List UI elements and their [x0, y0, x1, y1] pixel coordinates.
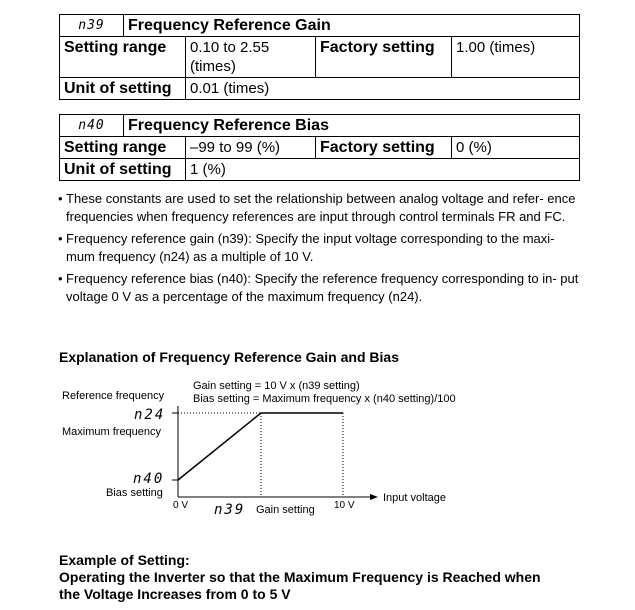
zero-volt-label: 0 V	[173, 500, 189, 511]
example-heading	[59, 552, 541, 603]
max-frequency-code: n24	[134, 407, 166, 423]
bullet-item: • Frequency reference gain (n39): Specify the input voltage corresponding to the maxi- mum frequency (n24) as a multiple of 10 V.	[58, 230, 582, 266]
bias-code: n40	[133, 471, 165, 487]
unit-of-setting-label: Unit of setting	[60, 159, 186, 181]
description-bullets	[58, 190, 582, 310]
ten-volt-label: 10 V	[334, 500, 355, 511]
gain-formula: Gain setting = 10 V x (n39 setting)	[193, 380, 360, 392]
bullet-item: • These constants are used to set the relationship between analog voltage and refer- ence frequencies when frequency references are input through control terminals FR and FC.	[58, 190, 582, 226]
setting-range-label: Setting range	[60, 137, 186, 159]
example-description-line2: the Voltage Increases from 0 to 5 V	[59, 586, 291, 602]
gain-code: n39	[214, 502, 246, 518]
factory-setting-label: Factory setting	[316, 137, 452, 159]
maximum-frequency-label: Maximum frequency	[62, 426, 162, 438]
reference-frequency-label: Reference frequency	[62, 390, 165, 402]
unit-of-setting-value: 0.01 (times)	[186, 78, 580, 100]
input-voltage-label: Input voltage	[383, 492, 446, 504]
factory-setting-value: 1.00 (times)	[452, 37, 580, 78]
bias-formula: Bias setting = Maximum frequency x (n40 setting)/100	[193, 393, 456, 405]
parameter-title: Frequency Reference Bias	[124, 115, 580, 137]
parameter-title: Frequency Reference Gain	[124, 15, 580, 37]
gain-bias-diagram	[0, 372, 635, 532]
example-title: Example of Setting:	[59, 552, 190, 568]
gain-setting-label: Gain setting	[256, 504, 315, 516]
factory-setting-label: Factory setting	[316, 37, 452, 78]
setting-range-value: 0.10 to 2.55 (times)	[186, 37, 316, 78]
bias-setting-label: Bias setting	[106, 487, 163, 499]
parameter-code: n40	[60, 115, 124, 137]
factory-setting-value: 0 (%)	[452, 137, 580, 159]
example-description-line1: Operating the Inverter so that the Maximum Frequency is Reached when	[59, 569, 541, 585]
setting-range-label: Setting range	[60, 37, 186, 78]
bias-parameter-table	[59, 114, 580, 181]
parameter-code: n39	[60, 15, 124, 37]
unit-of-setting-label: Unit of setting	[60, 78, 186, 100]
unit-of-setting-value: 1 (%)	[186, 159, 580, 181]
bullet-item: • Frequency reference bias (n40): Specify the reference frequency corresponding to in- put voltage 0 V as a percentage of the maximum frequency (n24).	[58, 270, 582, 306]
gain-parameter-table	[59, 14, 580, 100]
setting-range-value: –99 to 99 (%)	[186, 137, 316, 159]
x-axis-arrow-icon	[370, 494, 378, 500]
diagram-heading: Explanation of Frequency Reference Gain and Bias	[59, 349, 399, 365]
